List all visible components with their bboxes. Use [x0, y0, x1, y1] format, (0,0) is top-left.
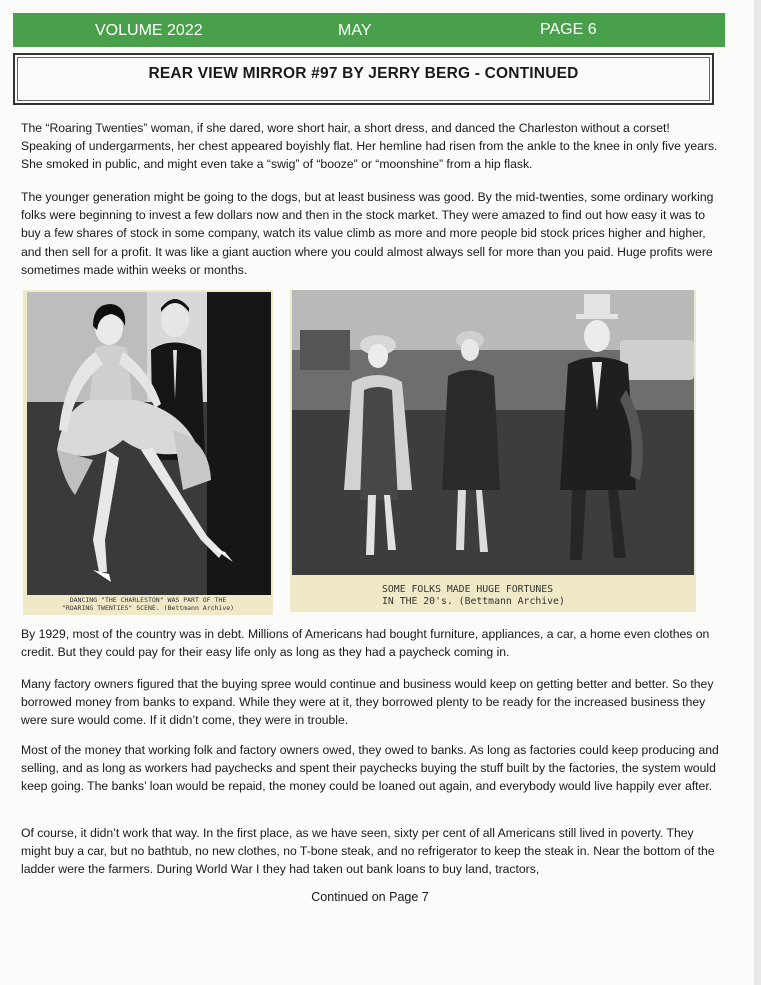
fortunes-walkers-image [290, 290, 696, 612]
header-bar [13, 13, 725, 47]
paragraph-4: Many factory owners figured that the buying spree would continue and business would keep on getting better and better. So they borrowed money from banks to expand. While they were at it, they borrowed plenty to be ready for the increased business they were sure would come. If it didn’t come, they were in trouble. [21, 677, 714, 728]
page-edge [754, 0, 761, 985]
volume-label: VOLUME 2022 [95, 22, 203, 39]
paragraph-2: The younger generation might be going to the dogs, but at least business was good. By the mid-twenties, some ordinary working folks were beginning to invest a few dollars now and then in the stock market. They were amazed to find out how easy it was to buy a few shares of stock in some company, watch its value climb as more and more people bid stock prices higher and higher, and then sell for a profit. It was like a giant auction where you could almost always sell for more than you paid. Huge profits were sometimes made within weeks or months. [21, 190, 714, 277]
photo-charleston [23, 290, 273, 615]
paragraph-6: Of course, it didn’t work that way. In the first place, as we have seen, sixty per cent of all Americans still lived in poverty. They might buy a car, but no bathtub, no new clothes, no T-bone steak, and no refrigerator to keep the steak in. Near the bottom of the ladder were the farmers. During World War I they had taken out bank loans to buy land, tractors, [21, 826, 715, 877]
article-title: REAR VIEW MIRROR #97 BY JERRY BERG - CONTINUED [148, 65, 579, 82]
photo-caption-fortunes: SOME FOLKS MADE HUGE FORTUNES IN THE 20's. (Bettmann Archive) [382, 584, 565, 607]
paragraph-1: The “Roaring Twenties” woman, if she dared, wore short hair, a short dress, and danced the Charleston without a corset! Speaking of undergarments, her chest appeared boyishly flat. Her hemline had risen from the ankle to the knee in only five years. She smoked in public, and might even take a “swig” of “booze” or “moonshine” from a hip flask. [21, 121, 718, 172]
month-label: MAY [338, 22, 372, 39]
photo-huge-fortunes [290, 290, 696, 612]
continued-note: Continued on Page 7 [311, 890, 429, 904]
article-title-box [13, 53, 714, 105]
paragraph-5: Most of the money that working folk and factory owners owed, they owed to banks. As long as factories could keep producing and selling, and as long as workers had paychecks and spent their paychecks buying the stuff built by the factories, the system would keep going. The banks’ loan would be repaid, the money could be loaned out again, and everybody would live happily ever after. [21, 743, 719, 794]
photo-caption-charleston: DANCING "THE CHARLESTON" WAS PART OF THE "ROARING TWENTIES" SCENE. (Bettmann Archive) [61, 596, 235, 612]
paragraph-3: By 1929, most of the country was in debt. Millions of Americans had bought furniture, appliances, a car, a home even clothes on credit. But they could pay for their easy life only as long as they had a paycheck coming in. [21, 627, 710, 660]
charleston-dancers-image [23, 290, 273, 615]
page-number: PAGE 6 [540, 21, 597, 38]
